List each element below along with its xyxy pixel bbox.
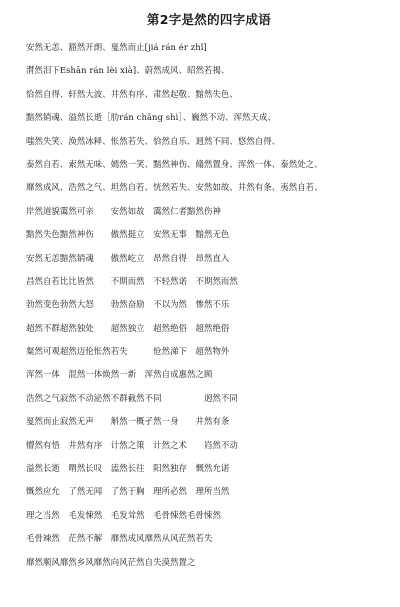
idiom-line: 戛然而止寂然无声 斛然一概孑然一身 井然有条 (26, 416, 230, 427)
idiom-line: 安然无恙黯然销魂 傲然屹立 昂然自得 昂然直入 (26, 252, 230, 263)
idiom-line: 浑然一体 混然一体焕然一新 浑然自成惠然之顾 (26, 369, 213, 380)
idiom-line: 慨然应允 了然无闻 了然于胸 理所必然 理所当然 (26, 486, 230, 497)
idiom-line: 懵然有悟 井然有序 计然之策 计然之术 岿然不动 (26, 439, 238, 450)
idiom-list (26, 42, 392, 568)
idiom-line: 潸然泪下Eshān rán lèi xià]、蔚然成风、昭然若揭、 (26, 65, 230, 76)
idiom-line: 粲然可观超然迈伦怅然若失 怆然涕下 超然物外 (26, 346, 230, 357)
idiom-line: 昌然自若比比皆然 不期而然 不轻然诺 不期然而然 (26, 275, 238, 286)
idiom-line: 靡然成风、浩然之气、坦然自若、恍然若失、安然如故、井然有条、夷然自若、 (26, 182, 323, 193)
idiom-line: 安然无恙、豁然开朗、戛然而止[jiá rán ér zhǐ] (26, 42, 207, 52)
idiom-line: 溢然长逝 喟然长叹 溘然长往 阳然独存 慨然允诺 (26, 463, 230, 474)
idiom-line: 毛骨竦然 茫然不解 靡然成风靡然从风茫然若失 (26, 533, 213, 544)
idiom-line: 恰然自得、轩然大波、井然有序、肃然起敬、黯然失色、 (26, 88, 238, 99)
idiom-line: 靡然顺风靡然乡风靡然向风茫然自失漠然置之 (26, 556, 196, 567)
idiom-line: 黯然失色黯然神伤 傲然挺立 安然无事 黯然无色 (26, 229, 230, 240)
idiom-line: 浩然之气寂然不动泌然不群截然不同 迥然不同 (26, 392, 238, 403)
document-title: 第2字是然的四字成语 (146, 12, 272, 27)
idiom-line: 岸然道貌霭然可亲 安然如故 霭然仁者黯然伤神 (26, 205, 221, 216)
idiom-line: 理之当然 毛发悚然 毛发耸然 毛骨悚然毛骨悚然 (26, 509, 221, 520)
idiom-line: 嗤然失笑、涣然冰释、怅然若失、恰然自乐、迥然不同、悠然自得、 (26, 135, 281, 146)
idiom-line: 勃然变色勃然大怒 勃然奋励 不以为然 惨然不乐 (26, 299, 230, 310)
idiom-line: 超然不群超然独处 超然独立 超然绝俗 超然绝俗 (26, 322, 230, 333)
idiom-line: 泰然自若、索然无味、嫣然一笑、黯然神伤、翛然置身、浑然一体、泰然处之、 (26, 158, 323, 169)
idiom-line: 黯然销魂、溢然长逝［肋rán chǎng shì］、巍然不动、浑然天成、 (26, 112, 276, 123)
